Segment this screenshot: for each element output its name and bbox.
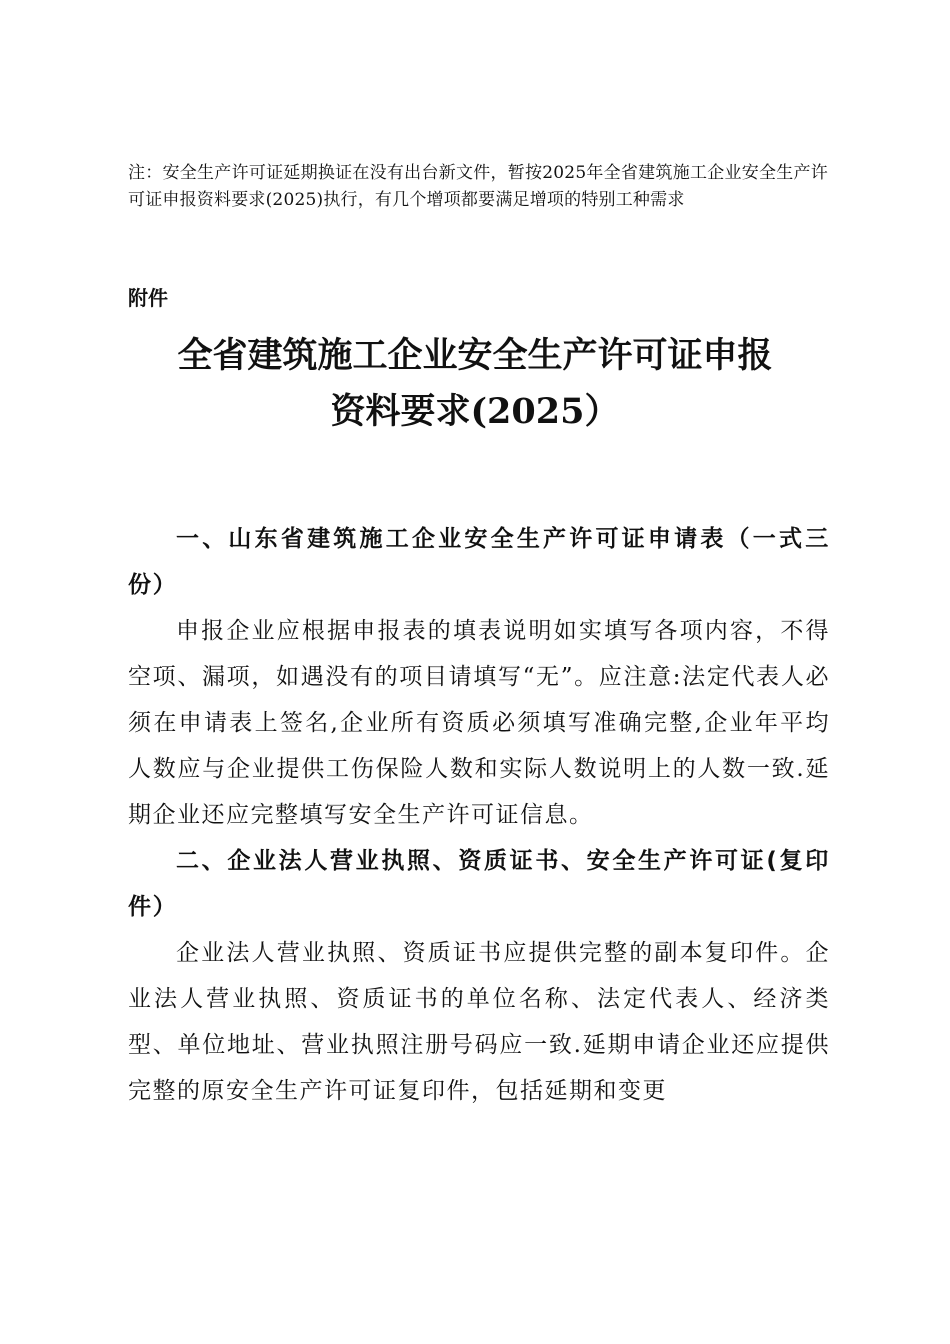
note-text: 注：安全生产许可证延期换证在没有出台新文件，暂按2025年全省建筑施工企业安全生产许可证申报资料要求(2025)执行，有几个增项都要满足增项的特别工种需求 — [128, 163, 828, 210]
section-heading-1: 一、山东省建筑施工企业安全生产许可证申请表（一式三份） — [128, 526, 830, 598]
document-title — [100, 328, 850, 440]
section-body-2: 企业法人营业执照、资质证书应提供完整的副本复印件。企业法人营业执照、资质证书的单位名称、法定代表人、经济类型、单位地址、营业执照注册号码应一致.延期申请企业还应提供完整的原安全生产许可证复印件，包括延期和变更 — [128, 940, 830, 1104]
title-line-2: 资料要求(2025） — [330, 391, 620, 432]
title-line-1: 全省建筑施工企业安全生产许可证申报 — [177, 335, 773, 376]
attachment-label: 附件 — [128, 286, 168, 310]
section-heading-2: 二、企业法人营业执照、资质证书、安全生产许可证(复印件） — [128, 848, 830, 920]
document-body — [128, 516, 830, 1114]
section-body-1: 申报企业应根据申报表的填表说明如实填写各项内容，不得空项、漏项，如遇没有的项目请填写“无”。应注意:法定代表人必须在申请表上签名,企业所有资质必须填写准确完整,企业年平均人数应与企业提供工伤保险人数和实际人数说明上的人数一致.延期企业还应完整填写安全生产许可证信息。 — [128, 618, 830, 828]
